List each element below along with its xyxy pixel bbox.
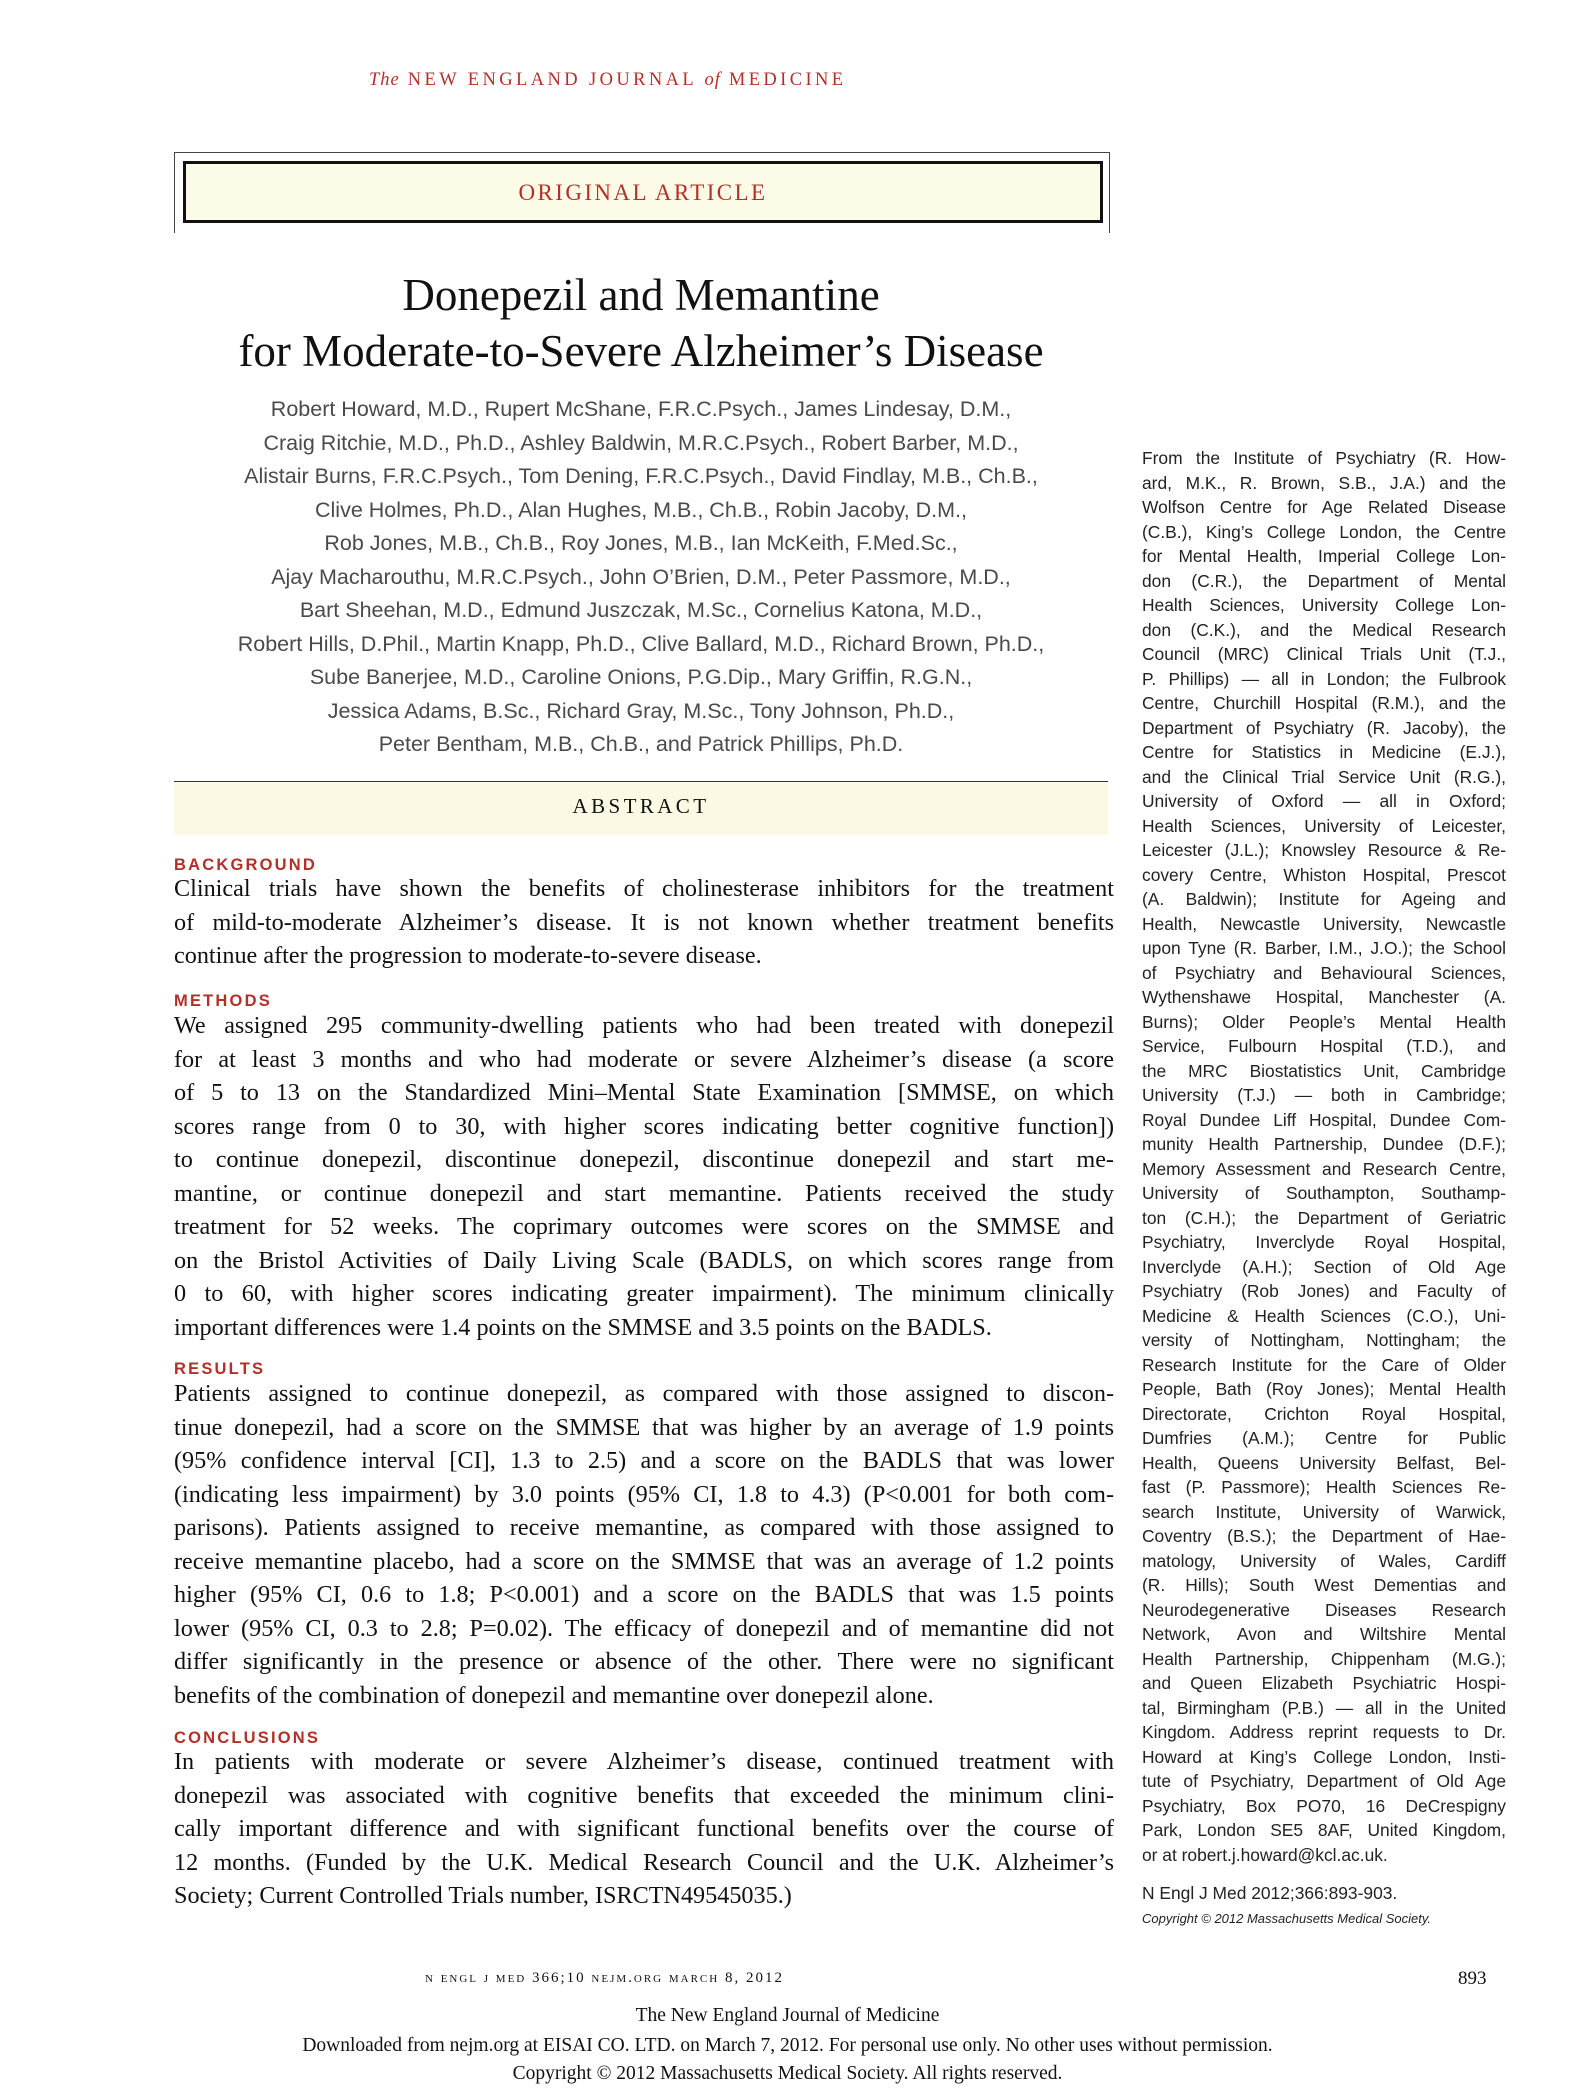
affiliation-line: and Queen Elizabeth Psychiatric Hospi- <box>1142 1673 1506 1693</box>
affiliations <box>1142 446 1506 1867</box>
conclusions-text <box>174 1745 1114 1913</box>
affiliation-line: upon Tyne (R. Barber, I.M., J.O.); the School <box>1142 938 1506 958</box>
affiliation-line: Psychiatry, Box PO70, 16 DeCrespigny <box>1142 1795 1506 1816</box>
affiliation-line: Leicester (J.L.); Knowsley Resource & Re- <box>1142 840 1506 860</box>
text-line: (95% confidence interval [CI], 1.3 to 2.5) and a score on the BADLS that was lower <box>174 1447 1114 1474</box>
text-line: important differences were 1.4 points on the SMMSE and 3.5 points on the BADLS. <box>174 1313 992 1341</box>
journal-name <box>369 70 847 91</box>
abstract-heading-bar <box>174 781 1108 835</box>
affiliation-line: of Psychiatry and Behavioural Sciences, <box>1142 962 1506 983</box>
affiliation-line: covery Centre, Whiston Hospital, Prescot <box>1142 864 1506 885</box>
affiliation-line: Centre, Churchill Hospital (R.M.), and the <box>1142 693 1506 713</box>
affiliation-line: Health, Queens University Belfast, Bel- <box>1142 1452 1506 1473</box>
journal-medicine: MEDICINE <box>728 70 847 90</box>
affiliation-line: University of Southampton, Southamp- <box>1142 1183 1506 1203</box>
text-line: to continue donepezil, discontinue donepezil, discontinue donepezil and start me- <box>174 1146 1114 1173</box>
results-label: RESULTS <box>174 1360 266 1378</box>
text-line: on the Bristol Activities of Daily Living Scale (BADLS, on which scores range from <box>174 1246 1114 1274</box>
affiliation-line: (A. Baldwin); Institute for Ageing and <box>1142 889 1506 909</box>
affiliation-line: (R. Hills); South West Dementias and <box>1142 1575 1506 1595</box>
text-line: receive memantine placebo, had a score on the SMMSE that was an average of 1.2 points <box>174 1547 1114 1575</box>
text-line: treatment for 52 weeks. The coprimary outcomes were scores on the SMMSE and <box>174 1213 1114 1240</box>
background-text <box>174 872 1114 973</box>
text-line: (indicating less impairment) by 3.0 points (95% CI, 1.8 to 4.3) (P<0.001 for both com- <box>174 1480 1114 1508</box>
text-line: cally important difference and with significant functional benefits over the course of <box>174 1815 1114 1842</box>
affiliation-line: Psychiatry, Inverclyde Royal Hospital, <box>1142 1232 1506 1252</box>
citation: N Engl J Med 2012;366:893-903. <box>1142 1883 1398 1903</box>
author-line: Robert Howard, M.D., Rupert McShane, F.R.C.Psych., James Lindesay, D.M., <box>270 397 1012 421</box>
affiliation-line: Coventry (B.S.); the Department of Hae- <box>1142 1526 1506 1546</box>
author-line: Jessica Adams, B.Sc., Richard Gray, M.Sc., Tony Johnson, Ph.D., <box>327 698 955 723</box>
affiliation-line: Royal Dundee Liff Hospital, Dundee Com- <box>1142 1109 1506 1130</box>
author-line: Peter Bentham, M.B., Ch.B., and Patrick Phillips, Ph.D. <box>378 732 904 756</box>
affiliation-line: ard, M.K., R. Brown, S.B., J.A.) and the <box>1142 472 1506 493</box>
text-line: 0 to 60, with higher scores indicating greater impairment). The minimum clinically <box>174 1280 1114 1307</box>
text-line: scores range from 0 to 30, with higher scores indicating better cognitive function]) <box>174 1112 1114 1140</box>
affiliation-line: search Institute, University of Warwick, <box>1142 1501 1506 1522</box>
affiliation-line: Department of Psychiatry (R. Jacoby), the <box>1142 717 1506 738</box>
affiliation-line: Burns); Older People’s Mental Health <box>1142 1011 1506 1032</box>
affiliation-line: P. Phillips) — all in London; the Fulbrook <box>1142 668 1506 689</box>
text-line: higher (95% CI, 0.6 to 1.8; P<0.001) and a score on the BADLS that was 1.5 points <box>174 1581 1114 1608</box>
affiliation-line: (C.B.), King’s College London, the Centre <box>1142 521 1506 542</box>
author-line: Bart Sheehan, M.D., Edmund Juszczak, M.Sc., Cornelius Katona, M.D., <box>299 598 983 622</box>
affiliation-line: for Mental Health, Imperial College Lon- <box>1142 546 1506 566</box>
affiliation-line: Council (MRC) Clinical Trials Unit (T.J., <box>1142 644 1506 664</box>
text-line: We assigned 295 community-dwelling patients who had been treated with donepezil <box>174 1012 1114 1039</box>
affiliation-line: Neurodegenerative Diseases Research <box>1142 1599 1506 1620</box>
affiliation-line: Kingdom. Address reprint requests to Dr. <box>1142 1722 1506 1742</box>
text-line: Clinical trials have shown the benefits of cholinesterase inhibitors for the treatment <box>174 875 1114 902</box>
affiliation-line: Service, Fulbourn Hospital (T.D.), and <box>1142 1036 1506 1056</box>
methods-label: METHODS <box>174 992 272 1010</box>
author-line: Sube Banerjee, M.D., Caroline Onions, P.G.Dip., Mary Griffin, R.G.N., <box>309 665 973 689</box>
affiliation-line: Dumfries (A.M.); Centre for Public <box>1142 1428 1506 1448</box>
affiliation-line: Centre for Statistics in Medicine (E.J.), <box>1142 742 1506 762</box>
author-list <box>174 393 1108 762</box>
affiliation-line: Health, Newcastle University, Newcastle <box>1142 913 1506 934</box>
author-line: Rob Jones, M.B., Ch.B., Roy Jones, M.B., Ian McKeith, F.Med.Sc., <box>324 531 958 555</box>
article-type-label: ORIGINAL ARTICLE <box>518 180 768 205</box>
affiliation-line: fast (P. Passmore); Health Sciences Re- <box>1142 1477 1506 1497</box>
download-notice-usage: Downloaded from nejm.org at EISAI CO. LTD. on March 7, 2012. For personal use only. No other uses without permission. <box>302 2035 1273 2056</box>
affiliation-line: University (T.J.) — both in Cambridge; <box>1142 1085 1506 1105</box>
author-line: Craig Ritchie, M.D., Ph.D., Ashley Baldwin, M.R.C.Psych., Robert Barber, M.D., <box>263 430 1019 455</box>
affiliation-email-line: or at robert.j.howard@kcl.ac.uk. <box>1142 1844 1388 1865</box>
affiliation-line: People, Bath (Roy Jones); Mental Health <box>1142 1379 1506 1399</box>
text-line: parisons). Patients assigned to receive memantine, as compared with those assigned to <box>174 1514 1114 1541</box>
text-line: differ significantly in the presence or absence of the other. There were no significant <box>174 1648 1114 1675</box>
author-line: Alistair Burns, F.R.C.Psych., Tom Dening, F.R.C.Psych., David Findlay, M.B., Ch.B., <box>244 464 1038 488</box>
affiliation-line: From the Institute of Psychiatry (R. How- <box>1142 448 1506 468</box>
download-notice-journal: The New England Journal of Medicine <box>635 2005 940 2026</box>
affiliation-line: Psychiatry (Rob Jones) and Faculty of <box>1142 1281 1506 1301</box>
affiliation-line: Research Institute for the Care of Older <box>1142 1354 1506 1375</box>
journal-new-england: NEW ENGLAND JOURNAL <box>407 70 697 90</box>
affiliation-line: Health Sciences, University of Leicester, <box>1142 815 1506 836</box>
author-line: Ajay Macharouthu, M.R.C.Psych., John O’Brien, D.M., Peter Passmore, M.D., <box>271 564 1011 589</box>
download-notice-copyright: Copyright © 2012 Massachusetts Medical Society. All rights reserved. <box>512 2063 1063 2084</box>
affiliation-line: Wythenshawe Hospital, Manchester (A. <box>1142 987 1506 1007</box>
article-type-banner <box>183 161 1103 223</box>
text-line: Society; Current Controlled Trials number, ISRCTN49545035.) <box>174 1882 792 1909</box>
affiliation-line: University of Oxford — all in Oxford; <box>1142 791 1506 811</box>
abstract-heading: ABSTRACT <box>572 794 710 818</box>
author-line: Clive Holmes, Ph.D., Alan Hughes, M.B., Ch.B., Robin Jacoby, D.M., <box>314 497 967 522</box>
affiliation-line: don (C.R.), the Department of Mental <box>1142 570 1506 591</box>
affiliation-line: Medicine & Health Sciences (C.O.), Uni- <box>1142 1305 1506 1326</box>
affiliation-line: Park, London SE5 8AF, United Kingdom, <box>1142 1820 1506 1840</box>
issue-info: n engl j med 366;10 nejm.org march 8, 2012 <box>425 1970 784 1986</box>
author-line: Robert Hills, D.Phil., Martin Knapp, Ph.D., Clive Ballard, M.D., Richard Brown, Ph.D., <box>237 631 1045 656</box>
affiliation-line: Health Sciences, University College Lon- <box>1142 595 1506 615</box>
affiliation-line: and the Clinical Trial Service Unit (R.G.), <box>1142 766 1506 787</box>
affiliation-line: ton (C.H.); the Department of Geriatric <box>1142 1207 1506 1228</box>
copyright-line: Copyright © 2012 Massachusetts Medical Society. <box>1142 1911 1431 1926</box>
conclusions-label: CONCLUSIONS <box>174 1729 321 1747</box>
affiliation-line: Inverclyde (A.H.); Section of Old Age <box>1142 1256 1506 1277</box>
text-line: donepezil was associated with cognitive benefits that exceeded the minimum clini- <box>174 1781 1114 1809</box>
affiliation-line: tal, Birmingham (P.B.) — all in the United <box>1142 1697 1506 1718</box>
article-title-line-1: Donepezil and Memantine <box>402 270 880 320</box>
text-line: continue after the progression to moderate-to-severe disease. <box>174 942 762 969</box>
background-label: BACKGROUND <box>174 856 317 874</box>
text-line: lower (95% CI, 0.3 to 2.8; P=0.02). The efficacy of donepezil and of memantine did not <box>174 1614 1114 1642</box>
text-line: mantine, or continue donepezil and start memantine. Patients received the study <box>174 1179 1114 1207</box>
text-line: benefits of the combination of donepezil and memantine over donepezil alone. <box>174 1681 934 1709</box>
text-line: In patients with moderate or severe Alzheimer’s disease, continued treatment with <box>174 1748 1114 1775</box>
affiliation-line: don (C.K.), and the Medical Research <box>1142 619 1506 640</box>
text-line: of 5 to 13 on the Standardized Mini–Mental State Examination [SMMSE, on which <box>174 1079 1114 1106</box>
affiliation-line: matology, University of Wales, Cardiff <box>1142 1550 1506 1571</box>
text-line: for at least 3 months and who had moderate or severe Alzheimer’s disease (a score <box>174 1045 1114 1073</box>
affiliation-line: Wolfson Centre for Age Related Disease <box>1142 497 1506 517</box>
affiliation-line: the MRC Biostatistics Unit, Cambridge <box>1142 1060 1506 1081</box>
methods-text <box>174 1009 1114 1344</box>
text-line: of mild-to-moderate Alzheimer’s disease. It is not known whether treatment benefits <box>174 908 1114 936</box>
affiliation-line: Memory Assessment and Research Centre, <box>1142 1158 1506 1179</box>
affiliation-line: Howard at King’s College London, Insti- <box>1142 1746 1506 1767</box>
text-line: 12 months. (Funded by the U.K. Medical Research Council and the U.K. Alzheimer’s <box>174 1848 1114 1876</box>
affiliation-line: versity of Nottingham, Nottingham; the <box>1142 1330 1506 1350</box>
journal-of: of <box>704 70 721 90</box>
affiliation-line: munity Health Partnership, Dundee (D.F.); <box>1142 1134 1506 1154</box>
text-line: tinue donepezil, had a score on the SMMSE that was higher by an average of 1.9 points <box>174 1413 1114 1441</box>
affiliation-line: tute of Psychiatry, Department of Old Age <box>1142 1771 1506 1791</box>
article-title-line-2: for Moderate-to-Severe Alzheimer’s Disease <box>238 326 1044 376</box>
results-text <box>174 1377 1114 1712</box>
affiliation-line: Network, Avon and Wiltshire Mental <box>1142 1624 1506 1644</box>
text-line: Patients assigned to continue donepezil, as compared with those assigned to discon- <box>174 1380 1114 1407</box>
journal-the: The <box>369 70 400 90</box>
affiliation-line: Directorate, Crichton Royal Hospital, <box>1142 1403 1506 1424</box>
page-number: 893 <box>1458 1968 1487 1989</box>
affiliation-line: Health Partnership, Chippenham (M.G.); <box>1142 1648 1506 1669</box>
